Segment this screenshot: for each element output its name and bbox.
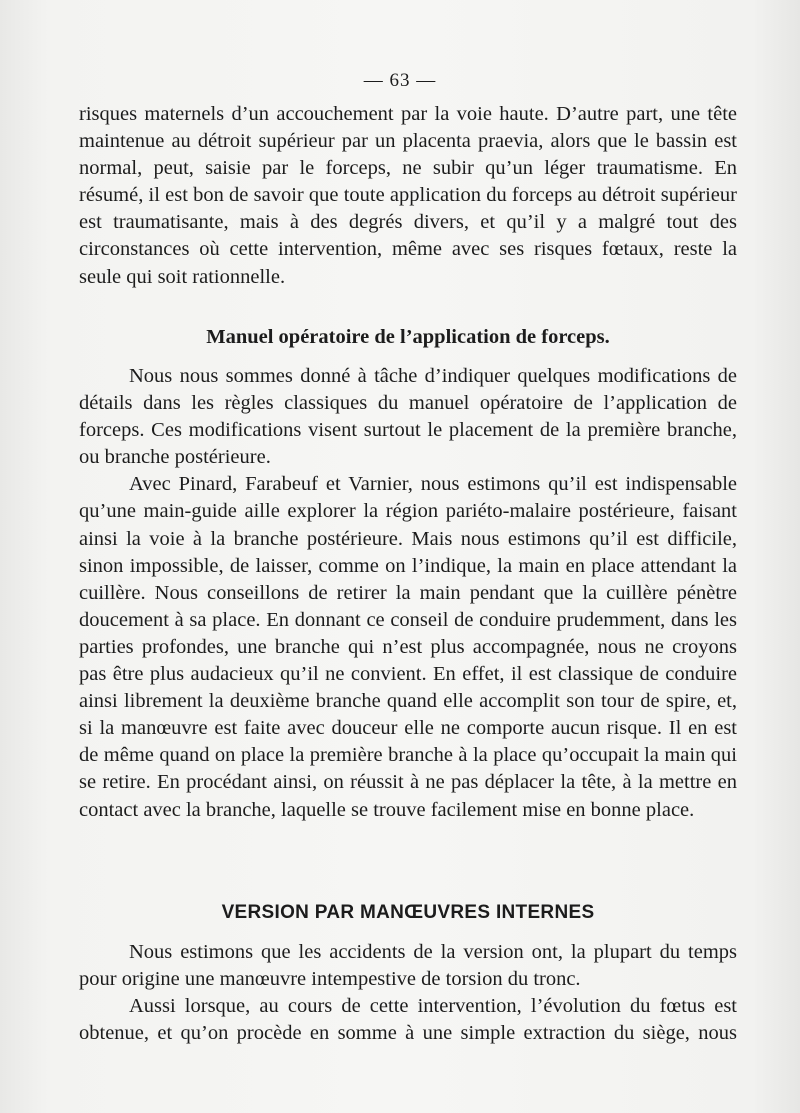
section-heading-version: VERSION PAR MANŒUVRES INTERNES (221, 902, 595, 923)
page-number: — 63 — (363, 70, 437, 91)
section-version-body (79, 939, 737, 1047)
paragraph: Nous estimons que les accidents de la version ont, la plupart du temps pour origine une manœuvre intempestive de torsion du tronc. (79, 941, 737, 991)
paragraph: Aussi lorsque, au cours de cette intervention, l’évolution du fœtus est obtenue, et qu’on procède en somme à une simple extraction du siège, nous (79, 995, 737, 1045)
section-heading-forceps: Manuel opératoire de l’application de forceps. (206, 326, 610, 348)
intro-paragraph: risques maternels d’un accouchement par la voie haute. D’autre part, une tête maintenue au détroit supérieur par un placenta praevia, alors que le bassin est normal, peut, saisie par le forceps, ne subir qu’un léger traumatisme. En résumé, il est bon de savoir que toute application du forceps au détroit supérieur est traumatisante, mais à des degrés divers, et qu’il y a malgré tout des circonstances où cette intervention, même avec ses risques fœtaux, reste la seule qui soit rationnelle. (79, 103, 737, 288)
intro-text (79, 101, 737, 291)
paragraph: Avec Pinard, Farabeuf et Varnier, nous estimons qu’il est indispensable qu’une main-guide aille explorer la région pariéto-malaire postérieure, faisant ainsi la voie à la branche postérieure. Mais nous estimons qu’il est difficile, sinon impossible, de laisser, comme on l’indique, la main en place attendant la cuillère. Nous conseillons de retirer la main pendant que la cuillère pénètre doucement à sa place. En donnant ce conseil de conduire prudemment, dans les parties profondes, une branche qui n’est plus accompagnée, nous ne croyons pas être plus audacieux qu’il ne convient. En effet, il est classique de conduire ainsi librement la deuxième branche quand elle accomplit son tour de spire, et, si la manœuvre est faite avec douceur elle ne comporte aucun risque. Il en est de même quand on place la première branche à la place qu’occupait la main qui se retire. En procédant ainsi, on réussit à ne pas déplacer la tête, à la mettre en contact avec la branche, laquelle se trouve facilement mise en bonne place. (79, 473, 737, 821)
paragraph: Nous nous sommes donné à tâche d’indiquer quelques modifications de détails dans les règles classiques du manuel opératoire de l’application de forceps. Ces modifications visent surtout le placement de la première branche, ou branche postérieure. (79, 365, 737, 469)
section-forceps-body (79, 363, 737, 824)
